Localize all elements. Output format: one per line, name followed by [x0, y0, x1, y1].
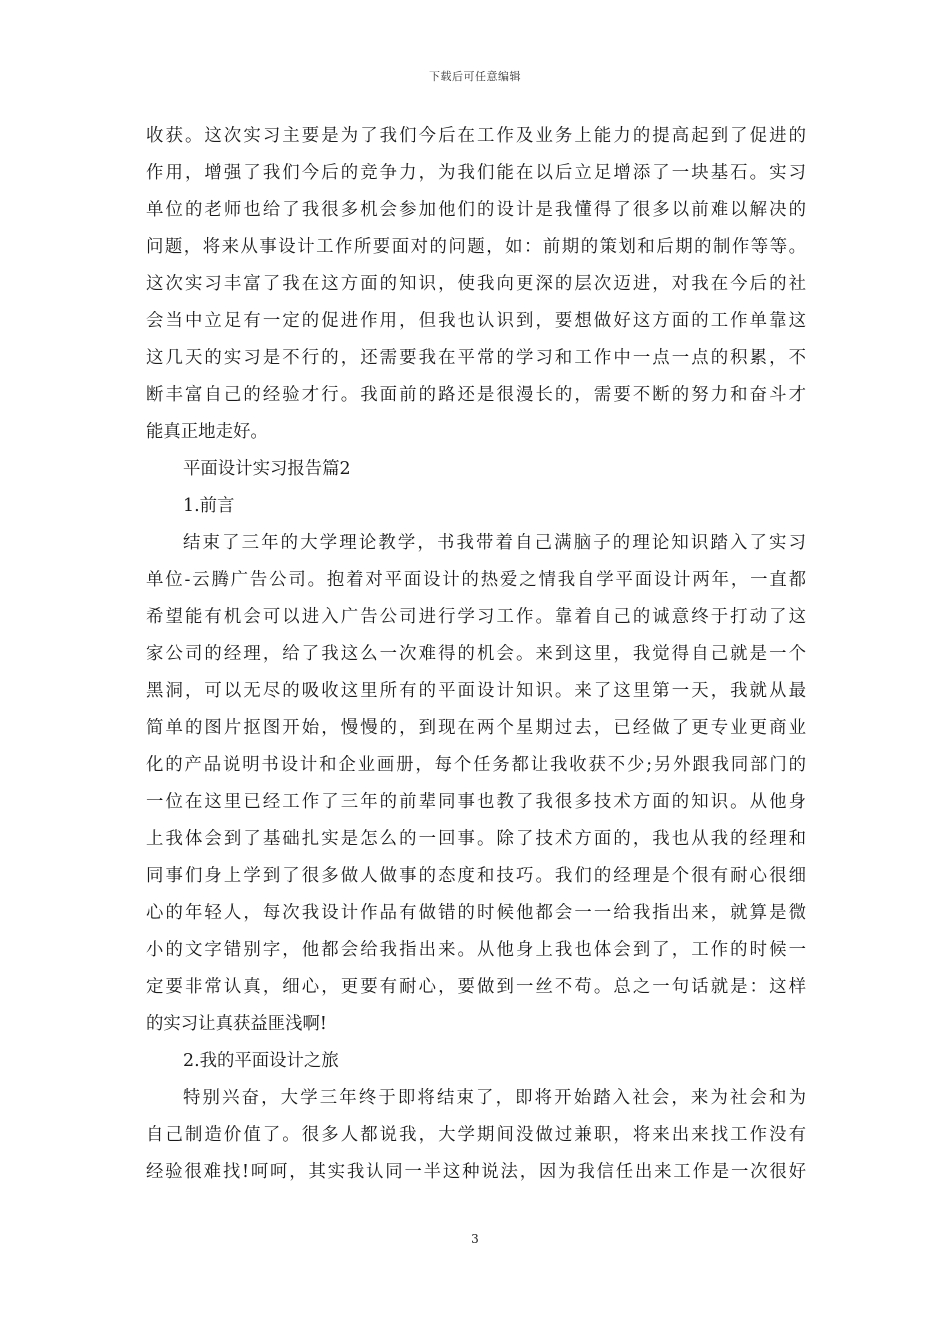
text-line: 单位-云腾广告公司。抱着对平面设计的热爱之情我自学平面设计两年，一直都	[146, 570, 806, 590]
text-line: 断丰富自己的经验才行。我面前的路还是很漫长的，需要不断的努力和奋斗才	[146, 385, 806, 405]
text-line: 这次实习丰富了我在这方面的知识，使我向更深的层次迈进，对我在今后的社	[146, 274, 806, 294]
text-line: 特别兴奋，大学三年终于即将结束了，即将开始踏入社会，来为社会和为	[183, 1088, 806, 1108]
heading-design-journey: 2.我的平面设计之旅	[183, 1051, 339, 1071]
document-body	[146, 118, 806, 1191]
text-line: 结束了三年的大学理论教学，书我带着自己满脑子的理论知识踏入了实习	[183, 533, 806, 553]
text-line: 能真正地走好。	[146, 422, 268, 442]
text-line: 定要非常认真，细心，更要有耐心，要做到一丝不苟。总之一句话就是：这样	[146, 977, 806, 997]
text-line: 的实习让真获益匪浅啊!	[146, 1014, 327, 1034]
text-line: 简单的图片抠图开始，慢慢的，到现在两个星期过去，已经做了更专业更商业	[146, 718, 806, 738]
text-line: 心的年轻人，每次我设计作品有做错的时候他都会一一给我指出来，就算是微	[146, 903, 806, 923]
text-line: 经验很难找!呵呵，其实我认同一半这种说法，因为我信任出来工作是一次很好	[146, 1162, 806, 1182]
paragraph-internship-harvest	[146, 118, 806, 451]
paragraph-preface	[146, 525, 806, 1043]
text-line: 问题，将来从事设计工作所要面对的问题，如：前期的策划和后期的制作等等。	[146, 237, 806, 257]
text-line: 作用，增强了我们今后的竞争力，为我们能在以后立足增添了一块基石。实习	[146, 163, 806, 183]
heading-preface: 1.前言	[183, 496, 235, 516]
text-line: 希望能有机会可以进入广告公司进行学习工作。靠着自己的诚意终于打动了这	[146, 607, 806, 627]
text-line: 这几天的实习是不行的，还需要我在平常的学习和工作中一点一点的积累，不	[146, 348, 806, 368]
text-line: 一位在这里已经工作了三年的前辈同事也教了我很多技术方面的知识。从他身	[146, 792, 806, 812]
text-line: 家公司的经理，给了我这么一次难得的机会。来到这里，我觉得自己就是一个	[146, 644, 806, 664]
paragraph-design-journey	[146, 1080, 806, 1191]
text-line: 小的文字错别字，他都会给我指出来。从他身上我也体会到了，工作的时候一	[146, 940, 806, 960]
text-line: 上我体会到了基础扎实是怎么的一回事。除了技术方面的，我也从我的经理和	[146, 829, 806, 849]
text-line: 黑洞，可以无尽的吸收这里所有的平面设计知识。来了这里第一天，我就从最	[146, 681, 806, 701]
text-line: 化的产品说明书设计和企业画册，每个任务都让我收获不少;另外跟我同部门的	[146, 755, 806, 775]
text-line: 会当中立足有一定的促进作用，但我也认识到，要想做好这方面的工作单靠这	[146, 311, 806, 331]
page-number: 3	[471, 1232, 479, 1246]
section-title: 平面设计实习报告篇2	[183, 459, 351, 479]
page-header: 下载后可任意编辑	[429, 70, 521, 83]
text-line: 收获。这次实习主要是为了我们今后在工作及业务上能力的提高起到了促进的	[146, 126, 806, 146]
text-line: 自己制造价值了。很多人都说我，大学期间没做过兼职，将来出来找工作没有	[146, 1125, 806, 1145]
text-line: 单位的老师也给了我很多机会参加他们的设计是我懂得了很多以前难以解决的	[146, 200, 806, 220]
text-line: 同事们身上学到了很多做人做事的态度和技巧。我们的经理是个很有耐心很细	[146, 866, 806, 886]
